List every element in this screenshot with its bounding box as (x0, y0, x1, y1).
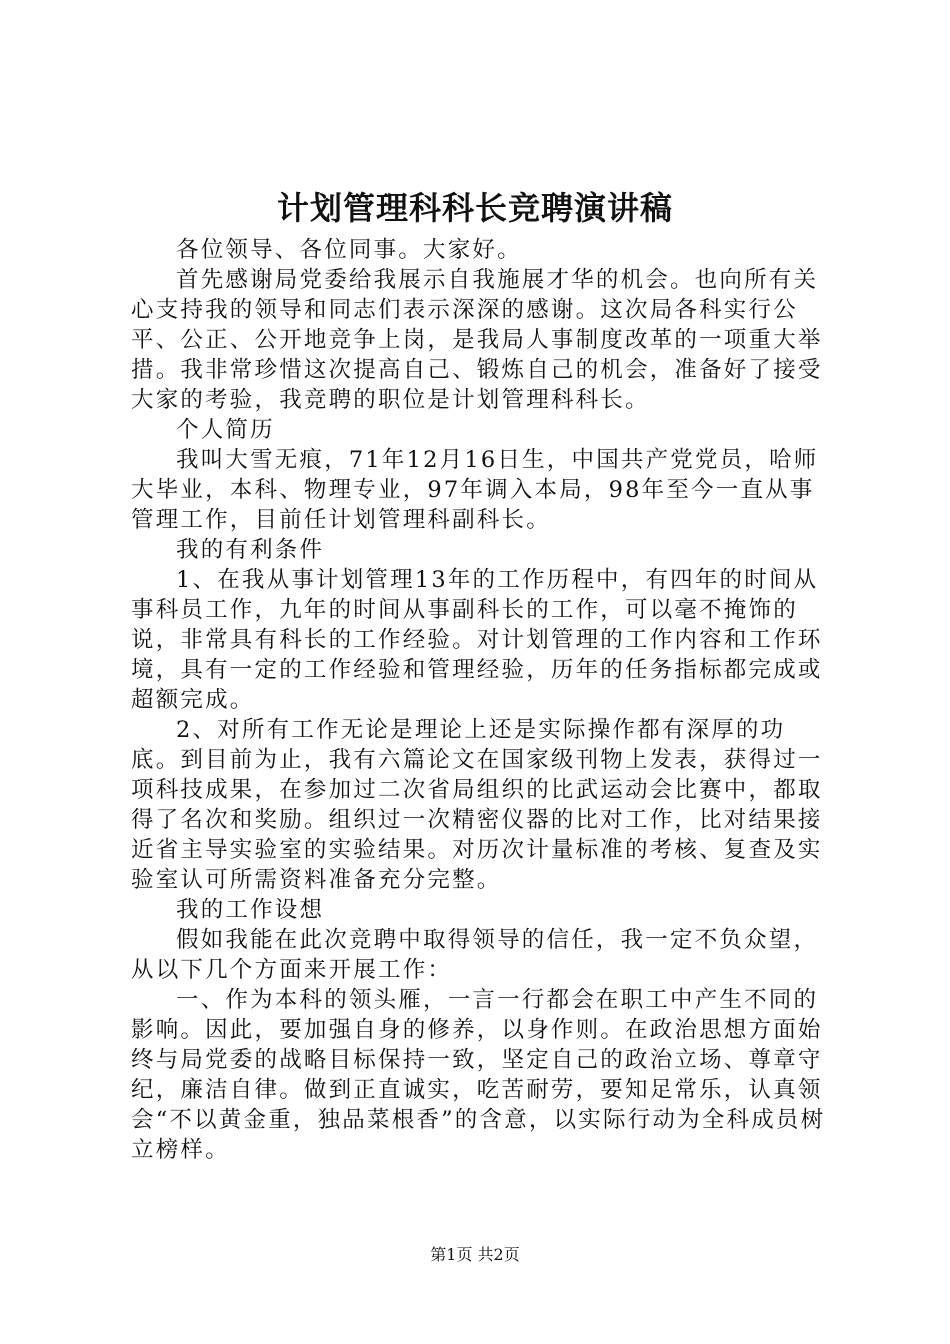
body-paragraph: 假如我能在此次竞聘中取得领导的信任，我一定不负众望，从以下几个方面来开展工作： (131, 927, 819, 983)
document-title: 计划管理科科长竞聘演讲稿 (276, 189, 673, 227)
body-paragraph: 1、在我从事计划管理13年的工作历程中，有四年的时间从事科员工作，九年的时间从事副科长的工作，可以毫不掩饰的说，非常具有科长的工作经验。对计划管理的工作内容和工作环境，具有一定的工作经验和管理经验，历年的任务指标都完成或超额完成。 (131, 567, 823, 713)
section-heading: 个人简历 (176, 417, 275, 443)
section-heading: 我的工作设想 (176, 897, 325, 923)
body-paragraph: 我叫大雪无痕，71年12月16日生，中国共产党党员，哈师大毕业，本科、物理专业，97年调入本局，98年至今一直从事管理工作，目前任计划管理科副科长。 (131, 447, 819, 533)
page-number-footer: 第1页 共2页 (430, 1245, 520, 1264)
body-paragraph: 首先感谢局党委给我展示自我施展才华的机会。也向所有关心支持我的领导和同志们表示深深的感谢。这次局各科实行公平、公正、公开地竞争上岗，是我局人事制度改革的一项重大举措。我非常珍惜这次提高自己、锻炼自己的机会，准备好了接受大家的考验，我竞聘的职位是计划管理科科长。 (131, 267, 823, 413)
body-paragraph: 一、作为本科的领头雁，一言一行都会在职工中产生不同的影响。因此，要加强自身的修养，以身作则。在政治思想方面始终与局党委的战略目标保持一致，坚定自己的政治立场、尊章守纪，廉洁自律。做到正直诚实，吃苦耐劳，要知足常乐，认真领会“不以黄金重，独品菜根香”的含意，以实际行动为全科成员树立榜样。 (131, 987, 826, 1163)
document-body (131, 235, 827, 1165)
section-heading: 我的有利条件 (176, 537, 325, 563)
greeting-paragraph: 各位领导、各位同事。大家好。 (176, 237, 522, 263)
body-paragraph: 2、对所有工作无论是理论上还是实际操作都有深厚的功底。到目前为止，我有六篇论文在国家级刊物上发表，获得过一项科技成果，在参加过二次省局组织的比武运动会比赛中，都取得了名次和奖励。组织过一次精密仪器的比对工作，比对结果接近省主导实验室的实验结果。对历次计量标准的考核、复查及实验室认可所需资料准备充分完整。 (131, 717, 823, 893)
